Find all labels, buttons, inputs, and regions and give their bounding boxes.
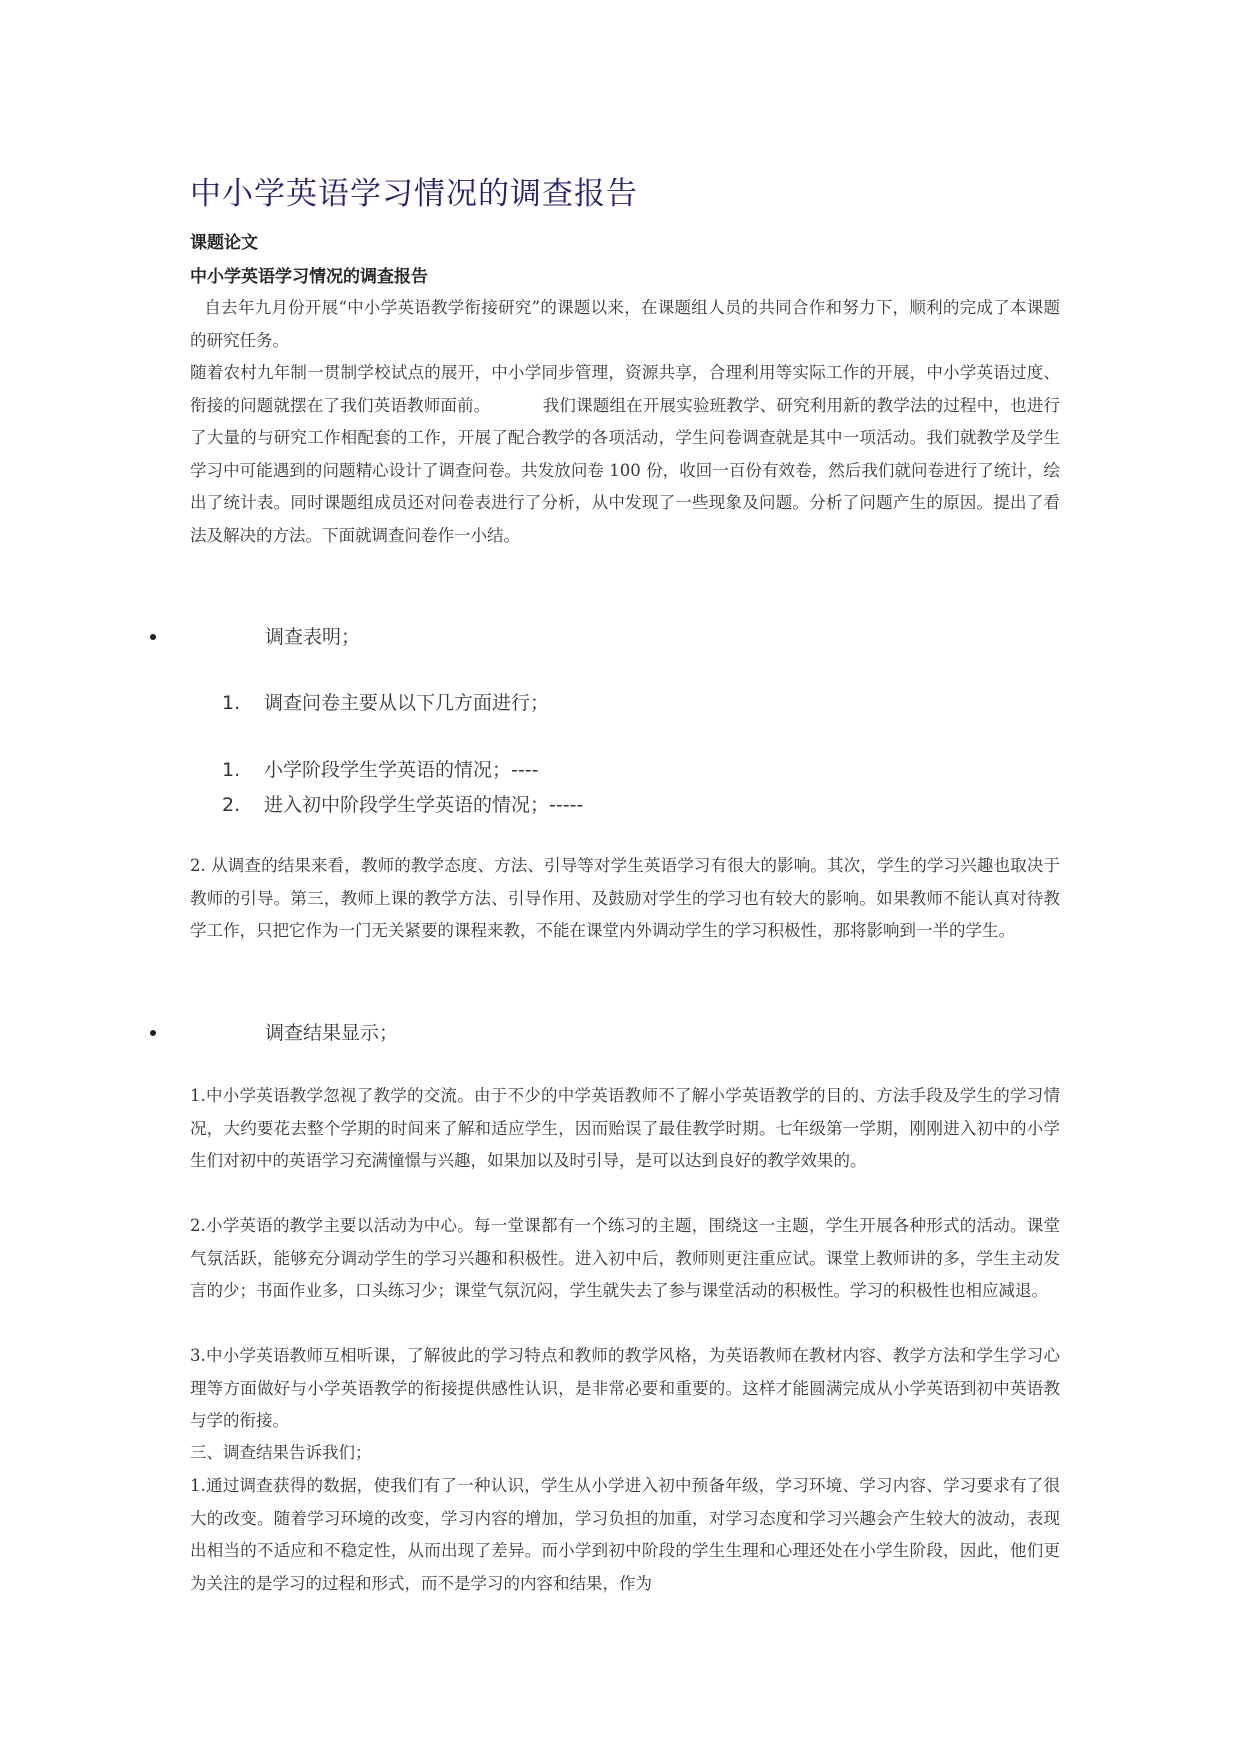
findings-paragraph: 2. 从调查的结果来看，教师的教学态度、方法、引导等对学生英语学习有很大的影响。其次，学生的学习兴趣也取决于教师的引导。第三，教师上课的教学方法、引导作用、及鼓励对学生的学习也有较大的影响。如果教师不能认真对待教学工作，只把它作为一门无关紧要的课程来教，不能在课堂内外调动学生的学习积极性，那将影响到一半的学生。 bbox=[190, 856, 1060, 940]
section-heading-3: 三、调查结果告诉我们； bbox=[190, 1443, 372, 1462]
list-item: 1. 调查问卷主要从以下几方面进行； bbox=[222, 692, 550, 714]
results-paragraph-2: 2.小学英语的教学主要以活动为中心。每一堂课都有一个练习的主题，围绕这一主题，学生开展各种形式的活动。课堂气氛活跃，能够充分调动学生的学习兴趣和积极性。进入初中后，教师则更注重应试。课堂上教师讲的多，学生主动发言的少；书面作业多，口头练习少；课堂气氛沉闷，学生就失去了参与课堂活动的积极性。学习的积极性也相应减退。 bbox=[190, 1216, 1060, 1300]
subtitle: 中小学英语学习情况的调查报告 bbox=[190, 267, 428, 287]
bullet-heading: 调查表明； bbox=[265, 626, 361, 648]
intro-paragraph bbox=[190, 292, 1060, 552]
intro-sentence-1: 自去年九月份开展“中小学英语教学衔接研究”的课题以来，在课题组人员的共同合作和努力下，顺利的完成了本课题的研究任务。 bbox=[190, 298, 1060, 350]
document-title: 中小学英语学习情况的调查报告 bbox=[190, 176, 638, 212]
bullet-dot-icon bbox=[150, 1030, 156, 1036]
list-item: 1. 小学阶段学生学英语的情况；---- bbox=[222, 759, 539, 781]
list-item: 2. 进入初中阶段学生学英语的情况；----- bbox=[222, 794, 584, 816]
results-paragraph-1: 1.中小学英语教学忽视了教学的交流。由于不少的中学英语教师不了解小学英语教学的目的、方法手段及学生的学习情况，大约要花去整个学期的时间来了解和适应学生，因而贻误了最佳教学时期。七年级第一学期，刚刚进入初中的小学生们对初中的英语学习充满憧憬与兴趣，如果加以及时引导，是可以达到良好的教学效果的。 bbox=[190, 1086, 1060, 1170]
bullet-dot-icon bbox=[150, 634, 156, 640]
intro-sentence-3: 我们课题组在开展实验班教学、研究利用新的教学法的过程中，也进行了大量的与研究工作相配套的工作，开展了配合教学的各项活动，学生问卷调查就是其中一项活动。我们就教学及学生学习中可能遇到的问题精心设计了调查问卷。共发放问卷 100 份，收回一百份有效卷，然后我们就问卷进行了统计，绘出了统计表。同时课题组成员还对问卷表进行了分析，从中发现了一些现象及问题。分析了问题产生的原因。提出了看法及解决的方法。下面就调查问卷作一小结。 bbox=[190, 395, 1061, 545]
category-label: 课题论文 bbox=[190, 233, 258, 253]
bullet-heading: 调查结果显示； bbox=[265, 1022, 399, 1044]
intro-sentence-2: 随着农村九年制一贯制学校试点的展开，中小学同步管理，资源共享，合理利用等实际工作的开展，中小学英语过度、衔接的问题就摆在了我们英语教师面前。 bbox=[190, 363, 1060, 415]
conclusion-paragraph-1: 1.通过调查获得的数据，使我们有了一种认识，学生从小学进入初中预备年级，学习环境、学习内容、学习要求有了很大的改变。随着学习环境的改变，学习内容的增加，学习负担的加重，对学习态度和学习兴趣会产生较大的波动，表现出相当的不适应和不稳定性，从而出现了差异。而小学到初中阶段的学生生理和心理还处在小学生阶段，因此，他们更为关注的是学习的过程和形式，而不是学习的内容和结果，作为 bbox=[190, 1476, 1060, 1593]
results-paragraph-3: 3.中小学英语教师互相听课，了解彼此的学习特点和教师的教学风格，为英语教师在教材内容、教学方法和学生学习心理等方面做好与小学英语教学的衔接提供感性认识，是非常必要和重要的。这样才能圆满完成从小学英语到初中英语教与学的衔接。 bbox=[190, 1346, 1060, 1430]
